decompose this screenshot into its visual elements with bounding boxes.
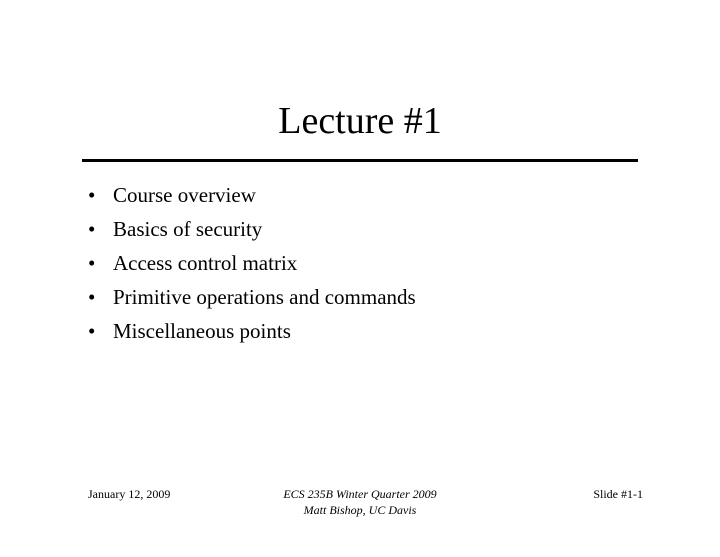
title-divider (82, 159, 638, 162)
list-item (86, 246, 416, 280)
bullet-icon: • (88, 217, 96, 241)
slide-title: Lecture #1 (278, 100, 442, 142)
list-item (86, 280, 416, 314)
bullet-list (86, 178, 416, 348)
footer-author: Matt Bishop, UC Davis (303, 503, 417, 517)
list-item (86, 314, 416, 348)
list-item (86, 212, 416, 246)
bullet-icon: • (88, 251, 96, 275)
bullet-text: Miscellaneous points (113, 319, 291, 343)
bullet-icon: • (88, 183, 96, 207)
bullet-icon: • (88, 319, 96, 343)
bullet-text: Primitive operations and commands (113, 285, 416, 309)
bullet-text: Course overview (113, 183, 256, 207)
bullet-text: Basics of security (113, 217, 263, 241)
footer-date: January 12, 2009 (88, 487, 171, 501)
footer-slide-number: Slide #1-1 (593, 487, 643, 501)
footer-course: ECS 235B Winter Quarter 2009 (283, 487, 437, 501)
list-item (86, 178, 416, 212)
bullet-icon: • (88, 285, 96, 309)
bullet-text: Access control matrix (113, 251, 298, 275)
